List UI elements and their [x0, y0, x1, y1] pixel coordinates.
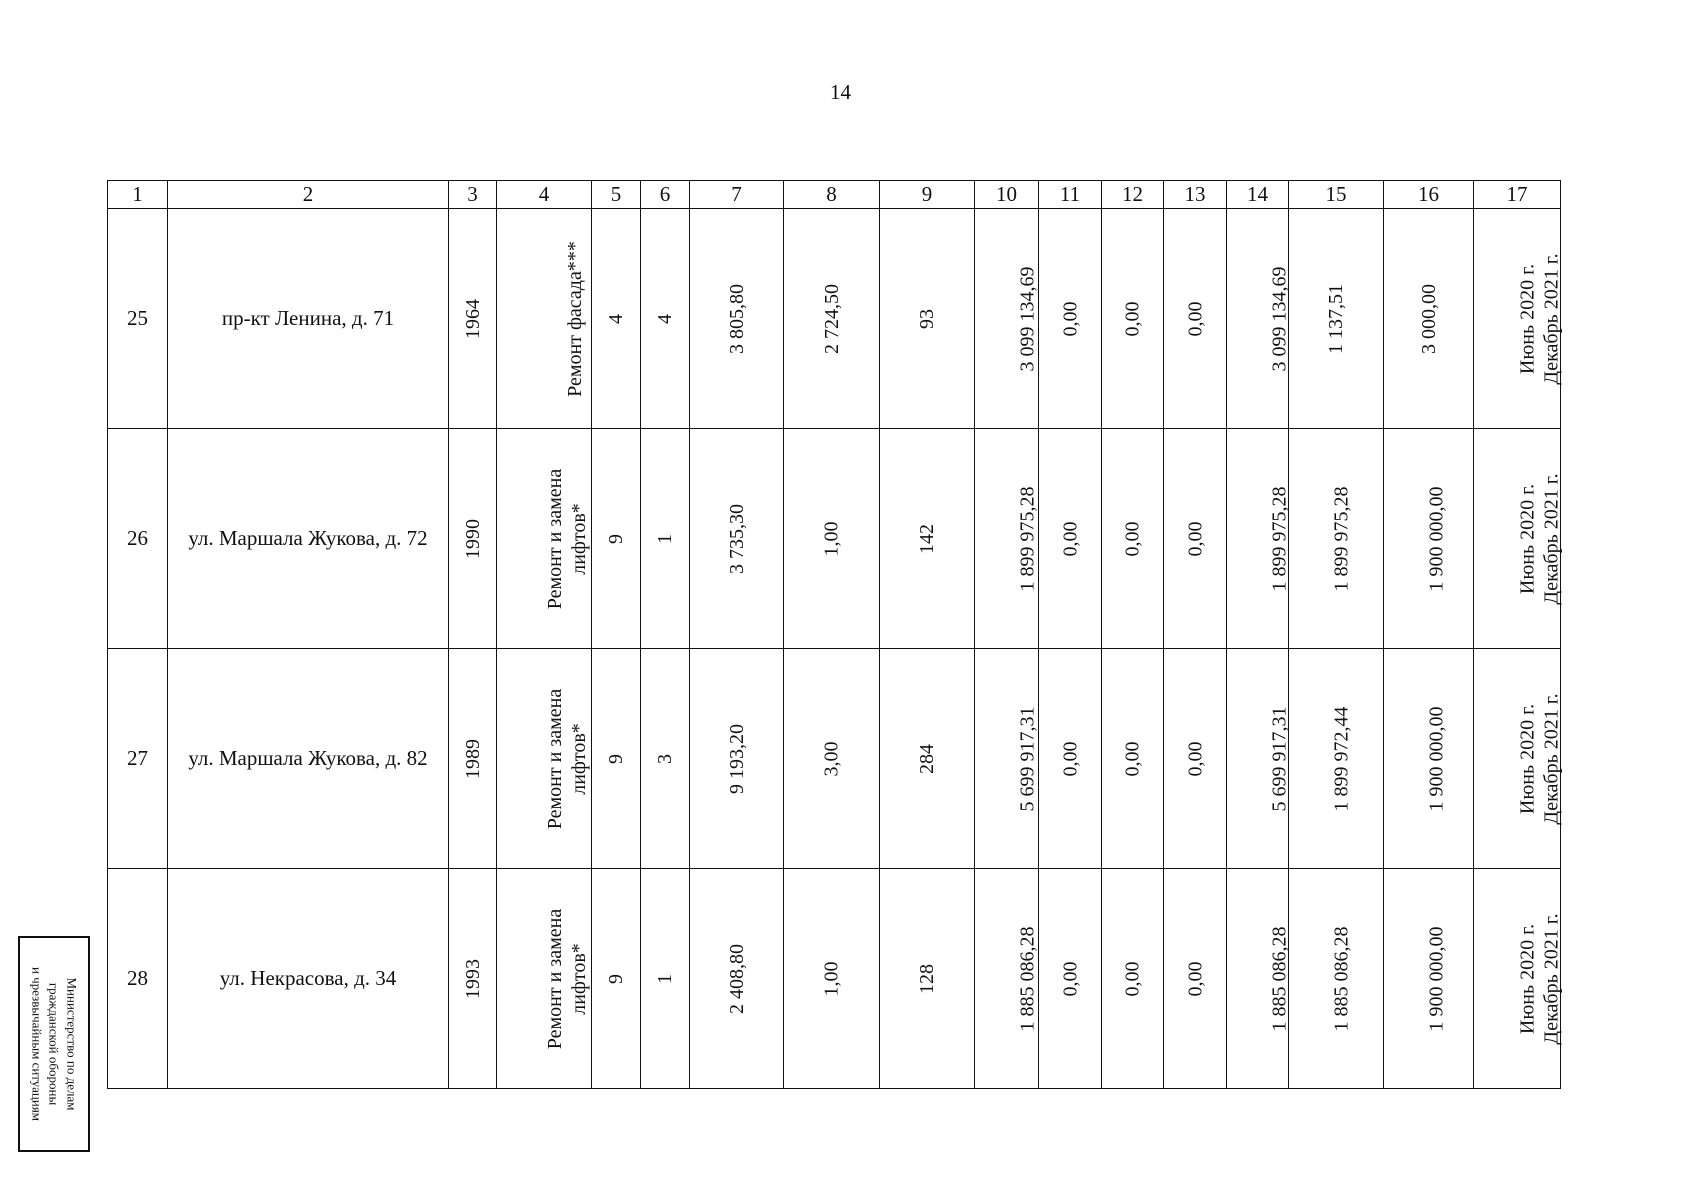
col15-cell	[1289, 649, 1384, 869]
rotated-text: 0,00	[1059, 521, 1081, 556]
col7-cell	[690, 649, 784, 869]
text-line: Июнь 2020 г.	[1516, 703, 1539, 814]
column-header: 3	[449, 181, 497, 209]
col12-cell	[1102, 429, 1164, 649]
rotated-text: 1,00	[820, 521, 843, 556]
rotated-text: 284	[916, 743, 938, 774]
col5-cell	[592, 209, 641, 429]
rotated-text: 9	[605, 753, 627, 764]
col10-cell	[975, 649, 1039, 869]
column-header: 15	[1289, 181, 1384, 209]
rotated-text: 9	[605, 533, 627, 544]
table-row	[108, 209, 1561, 429]
col16-cell	[1384, 649, 1474, 869]
col5-cell	[592, 869, 641, 1089]
rotated-text: 0,00	[1059, 301, 1081, 336]
rotated-text	[543, 688, 591, 828]
col15-cell	[1289, 429, 1384, 649]
rotated-text: 0,00	[1121, 961, 1144, 996]
col11-cell	[1039, 869, 1102, 1089]
column-header: 14	[1227, 181, 1289, 209]
rotated-text: 1990	[461, 518, 484, 559]
period-cell	[1474, 209, 1561, 429]
rotated-text	[1516, 253, 1564, 384]
rotated-text: 3,00	[820, 741, 843, 776]
rotated-text: 0,00	[1121, 741, 1144, 776]
text-line: Декабрь 2021 г.	[1540, 252, 1563, 385]
row-number: 27	[108, 649, 168, 869]
address-cell: пр-кт Ленина, д. 71	[168, 209, 449, 429]
col10-cell	[975, 429, 1039, 649]
col13-cell	[1164, 649, 1227, 869]
rotated-text: 142	[916, 523, 938, 554]
col16-cell	[1384, 209, 1474, 429]
col10-cell	[975, 869, 1039, 1089]
address-cell: ул. Некрасова, д. 34	[168, 869, 449, 1089]
rotated-text: 0,00	[1184, 301, 1206, 336]
column-header: 13	[1164, 181, 1227, 209]
rotated-text: 0,00	[1059, 741, 1081, 776]
rotated-text: 4	[605, 313, 627, 324]
column-header: 8	[784, 181, 880, 209]
rotated-text: 3 805,80	[725, 283, 748, 354]
rotated-text: 9	[605, 973, 627, 984]
col10-cell	[975, 209, 1039, 429]
col7-cell	[690, 209, 784, 429]
col8-cell	[784, 429, 880, 649]
stamp-line: гражданской обороны	[46, 982, 62, 1106]
registration-stamp	[18, 936, 90, 1152]
col14-cell	[1227, 869, 1289, 1089]
year-cell	[449, 869, 497, 1089]
rotated-text: 2 724,50	[820, 283, 843, 354]
column-header: 5	[592, 181, 641, 209]
col11-cell	[1039, 429, 1102, 649]
stamp-line: и чрезвычайным ситуациям	[29, 966, 45, 1122]
rotated-text: 3 000,00	[1417, 283, 1440, 354]
text-line: лифтов*	[568, 942, 591, 1015]
rotated-text: 3 099 134,69	[1016, 266, 1039, 371]
text-line: Декабрь 2021 г.	[1540, 912, 1563, 1045]
col6-cell	[641, 209, 690, 429]
rotated-text: 2 408,80	[725, 943, 748, 1014]
year-cell	[449, 649, 497, 869]
period-cell	[1474, 869, 1561, 1089]
rotated-text: 4	[654, 313, 676, 324]
capital-repair-table	[107, 180, 1561, 1089]
column-header: 2	[168, 181, 449, 209]
text-line: Ремонт и замена	[544, 688, 567, 829]
col13-cell	[1164, 209, 1227, 429]
col8-cell	[784, 209, 880, 429]
col15-cell	[1289, 869, 1384, 1089]
text-line: лифтов*	[568, 722, 591, 795]
column-header: 4	[497, 181, 592, 209]
year-cell	[449, 209, 497, 429]
col12-cell	[1102, 649, 1164, 869]
rotated-text	[1516, 473, 1564, 604]
table-row	[108, 649, 1561, 869]
text-line: Июнь 2020 г.	[1516, 483, 1539, 594]
rotated-text: 3	[654, 753, 676, 764]
column-header: 16	[1384, 181, 1474, 209]
text-line: Ремонт и замена	[544, 468, 567, 609]
year-cell	[449, 429, 497, 649]
rotated-text	[1516, 913, 1564, 1044]
col9-cell	[880, 209, 975, 429]
rotated-text: 1 885 086,28	[1268, 926, 1291, 1031]
col6-cell	[641, 429, 690, 649]
rotated-text: 5 699 917,31	[1016, 706, 1039, 811]
col8-cell	[784, 649, 880, 869]
address-cell: ул. Маршала Жукова, д. 72	[168, 429, 449, 649]
col5-cell	[592, 649, 641, 869]
text-line: Декабрь 2021 г.	[1540, 692, 1563, 825]
page-number: 14	[830, 80, 851, 104]
work-type-cell	[497, 429, 592, 649]
rotated-text: 1 900 000,00	[1425, 926, 1448, 1031]
table-row	[108, 429, 1561, 649]
col12-cell	[1102, 869, 1164, 1089]
row-number: 28	[108, 869, 168, 1089]
col8-cell	[784, 869, 880, 1089]
rotated-text: 1 137,51	[1325, 283, 1347, 354]
column-number-row	[108, 181, 1561, 209]
rotated-text: 1 885 086,28	[1330, 926, 1353, 1031]
text-line: Июнь 2020 г.	[1516, 263, 1539, 374]
rotated-text: 0,00	[1184, 521, 1206, 556]
stamp-text	[28, 939, 81, 1149]
period-cell	[1474, 649, 1561, 869]
row-number: 25	[108, 209, 168, 429]
rotated-text: 9 193,20	[725, 723, 748, 794]
column-header: 6	[641, 181, 690, 209]
col11-cell	[1039, 209, 1102, 429]
row-number: 26	[108, 429, 168, 649]
rotated-text: 1993	[461, 958, 484, 999]
rotated-text: 1 899 975,28	[1330, 486, 1353, 591]
rotated-text: 5 699 917,31	[1268, 706, 1291, 811]
stamp-line: Министерство по делам	[64, 977, 80, 1111]
table-row	[108, 869, 1561, 1089]
text-line: Июнь 2020 г.	[1516, 923, 1539, 1034]
column-header: 10	[975, 181, 1039, 209]
rotated-text: 1 900 000,00	[1425, 706, 1448, 811]
work-type-cell	[497, 209, 592, 429]
text-line: лифтов*	[568, 502, 591, 575]
text-line: Декабрь 2021 г.	[1540, 472, 1563, 605]
rotated-text: 1989	[461, 738, 484, 779]
rotated-text	[563, 241, 587, 397]
column-header: 7	[690, 181, 784, 209]
col6-cell	[641, 649, 690, 869]
col7-cell	[690, 869, 784, 1089]
column-header: 11	[1039, 181, 1102, 209]
rotated-text: 3 735,30	[725, 503, 748, 574]
rotated-text: 1964	[461, 298, 484, 339]
col14-cell	[1227, 429, 1289, 649]
col9-cell	[880, 649, 975, 869]
rotated-text	[1516, 693, 1564, 824]
rotated-text: 0,00	[1121, 521, 1144, 556]
rotated-text	[543, 468, 591, 608]
rotated-text: 0,00	[1184, 741, 1206, 776]
col16-cell	[1384, 429, 1474, 649]
col9-cell	[880, 429, 975, 649]
column-header: 17	[1474, 181, 1561, 209]
col13-cell	[1164, 429, 1227, 649]
col14-cell	[1227, 209, 1289, 429]
col12-cell	[1102, 209, 1164, 429]
rotated-text: 0,00	[1184, 961, 1206, 996]
rotated-text: 1	[654, 533, 676, 544]
rotated-text: 3 099 134,69	[1268, 266, 1291, 371]
rotated-text	[543, 908, 591, 1048]
rotated-text: 1,00	[820, 961, 843, 996]
col14-cell	[1227, 649, 1289, 869]
col6-cell	[641, 869, 690, 1089]
rotated-text: 1 900 000,00	[1425, 486, 1448, 591]
work-type-cell	[497, 869, 592, 1089]
rotated-text: 0,00	[1121, 301, 1144, 336]
rotated-text: 128	[916, 963, 938, 994]
col13-cell	[1164, 869, 1227, 1089]
rotated-text: 1	[654, 973, 676, 984]
text-line: Ремонт фасада***	[563, 240, 586, 397]
column-header: 1	[108, 181, 168, 209]
rotated-text: 1 885 086,28	[1016, 926, 1039, 1031]
rotated-text: 93	[916, 308, 938, 329]
work-type-cell	[497, 649, 592, 869]
column-header: 9	[880, 181, 975, 209]
col15-cell	[1289, 209, 1384, 429]
col9-cell	[880, 869, 975, 1089]
col16-cell	[1384, 869, 1474, 1089]
address-cell: ул. Маршала Жукова, д. 82	[168, 649, 449, 869]
column-header: 12	[1102, 181, 1164, 209]
rotated-text: 0,00	[1059, 961, 1081, 996]
period-cell	[1474, 429, 1561, 649]
text-line: Ремонт и замена	[544, 908, 567, 1049]
rotated-text: 1 899 972,44	[1330, 706, 1353, 811]
rotated-text: 1 899 975,28	[1016, 486, 1039, 591]
rotated-text: 1 899 975,28	[1268, 486, 1291, 591]
col7-cell	[690, 429, 784, 649]
col5-cell	[592, 429, 641, 649]
col11-cell	[1039, 649, 1102, 869]
